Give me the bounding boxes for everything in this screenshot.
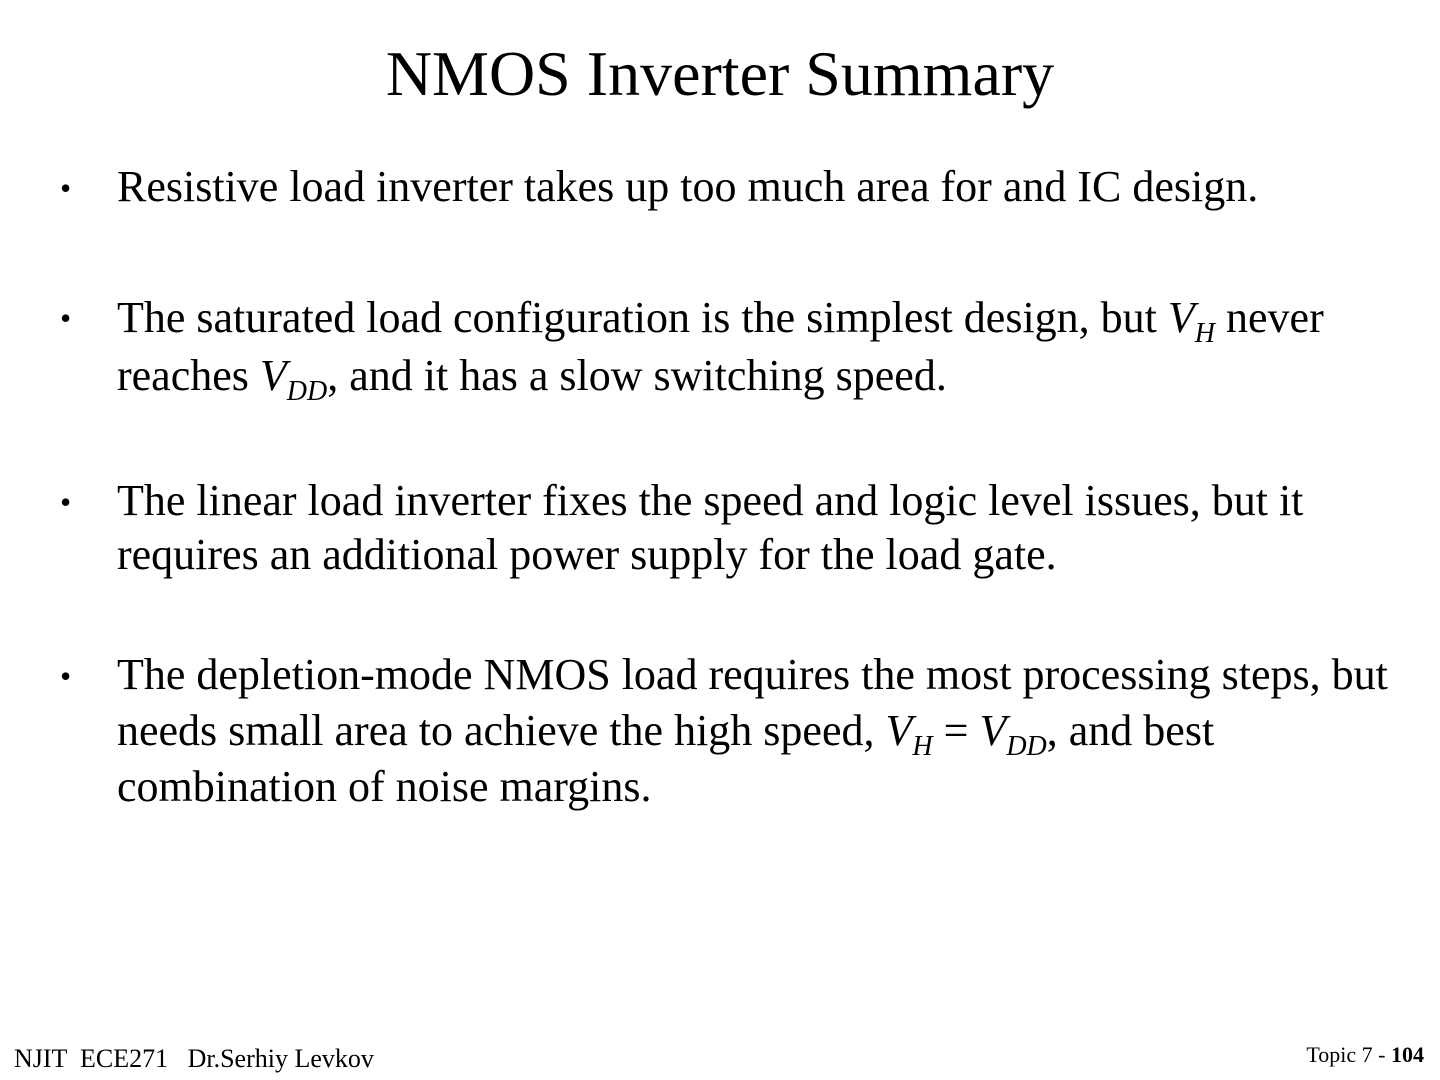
bullet-text: Resistive load inverter takes up too much area for and IC design. bbox=[117, 162, 1259, 211]
v-symbol: V bbox=[1167, 293, 1195, 342]
footer-course-info: NJIT ECE271 Dr.Serhiy Levkov bbox=[14, 1044, 374, 1073]
bullet-text: The linear load inverter fixes the speed and logic level issues, but it requires an additional power supply for the load gate. bbox=[117, 476, 1304, 579]
bullet-icon: • bbox=[60, 484, 72, 520]
bullet-icon: • bbox=[60, 300, 72, 336]
v-symbol: V bbox=[979, 706, 1007, 755]
v-symbol: V bbox=[259, 351, 287, 400]
bullet-icon: • bbox=[60, 170, 72, 206]
slide-title: NMOS Inverter Summary bbox=[385, 38, 1055, 109]
bullet-text: The saturated load configuration is the simplest design, but $V_H$ never reaches $V_{DD}$, and it has a slow switching speed. bbox=[117, 293, 1324, 407]
bullet-text: The depletion-mode NMOS load requires the most processing steps, but needs small area to achieve the high speed, $V_H = V_{DD}$, and best combination of noise margins. bbox=[117, 650, 1388, 811]
bullet-icon: • bbox=[60, 658, 72, 694]
footer-page-number: Topic 7 - 104 bbox=[1306, 1042, 1424, 1067]
v-symbol: V bbox=[885, 706, 913, 755]
